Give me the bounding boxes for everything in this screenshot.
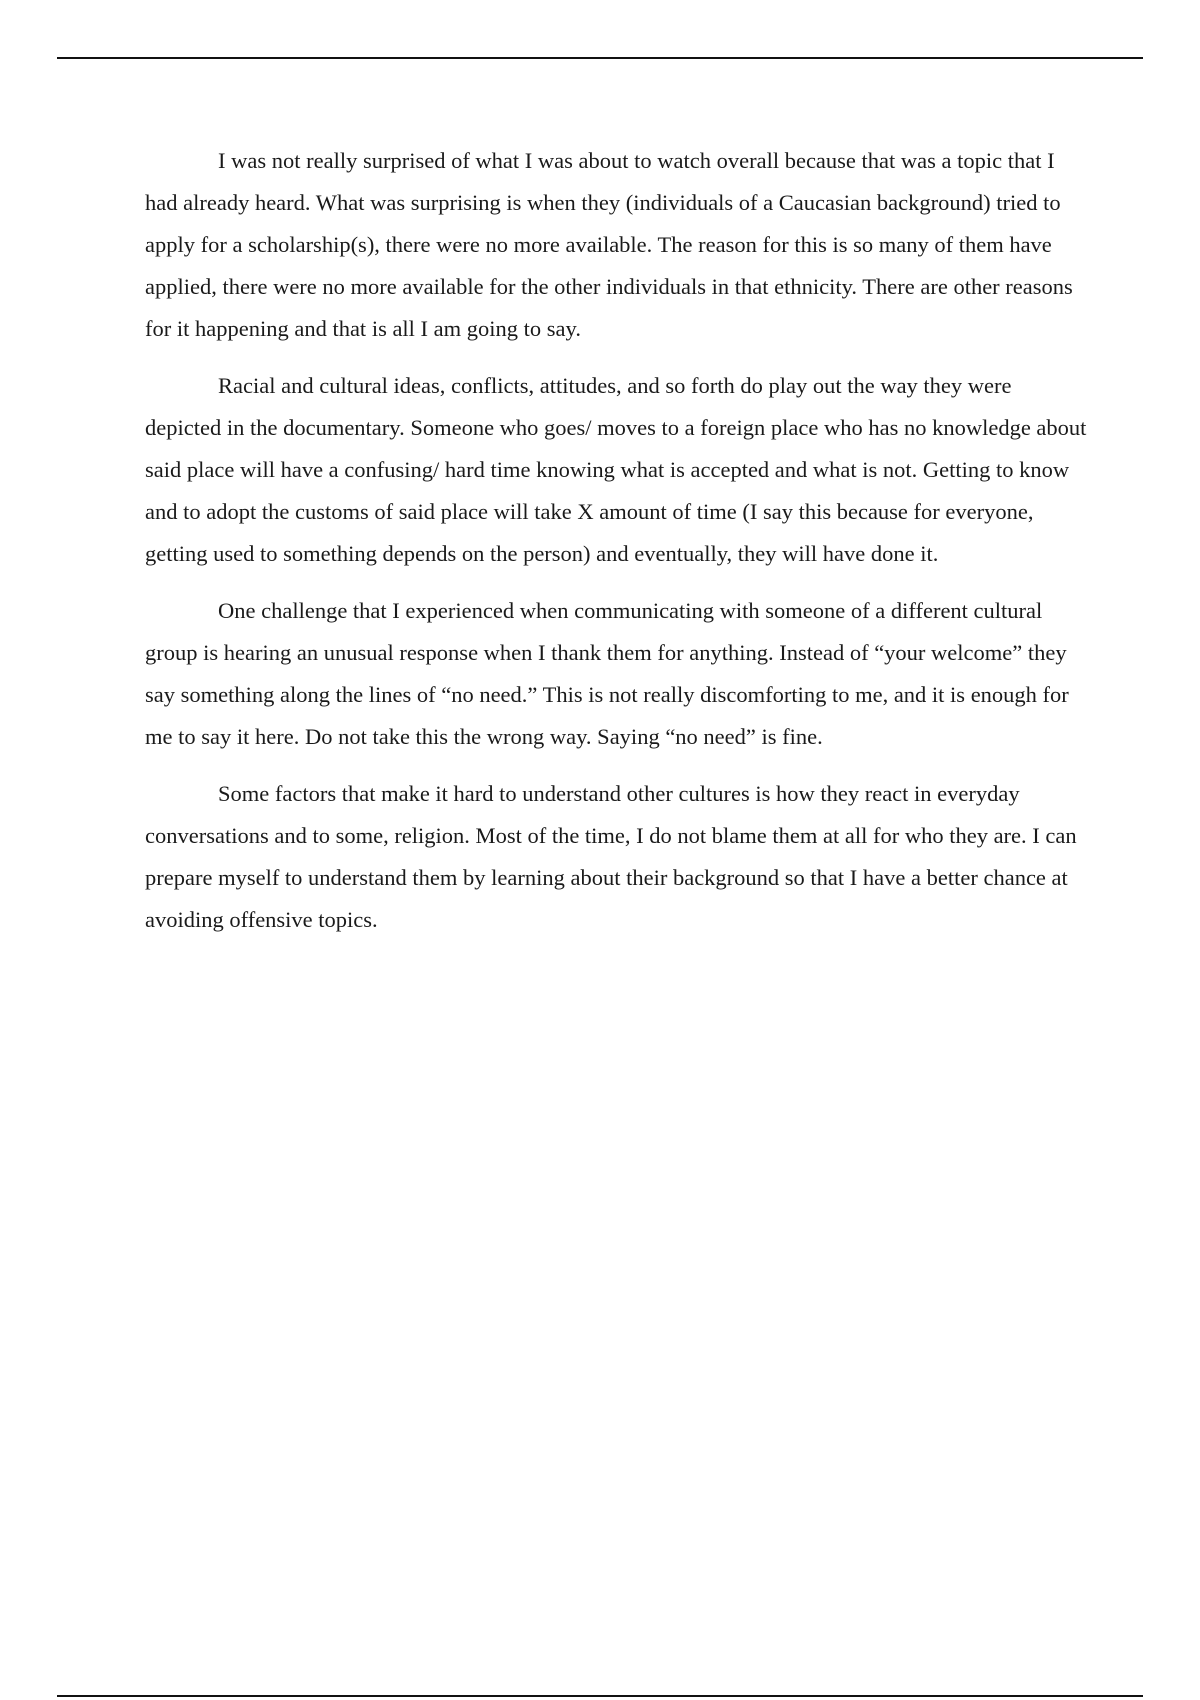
- top-rule: [57, 57, 1143, 59]
- bottom-rule: [57, 1695, 1143, 1697]
- paragraph-1: I was not really surprised of what I was about to watch overall because that was a topic that I had already heard. What was surprising is when they (individuals of a Caucasian background) tried to apply for a scholarship(s), there were no more available. The reason for this is so many of them have applied, there were no more available for the other individuals in that ethnicity. There are other reasons for it happening and that is all I am going to say.: [145, 148, 1073, 341]
- paragraph-4: Some factors that make it hard to understand other cultures is how they react in everyday conversations and to some, religion. Most of the time, I do not blame them at all for who they are. I can prepare myself to understand them by learning about their background so that I have a better chance at avoiding offensive topics.: [145, 781, 1077, 932]
- paragraph-3: One challenge that I experienced when communicating with someone of a different cultural group is hearing an unusual response when I thank them for anything. Instead of “your welcome” they say something along the lines of “no need.” This is not really discomforting to me, and it is enough for me to say it here. Do not take this the wrong way. Saying “no need” is fine.: [145, 598, 1069, 749]
- paragraph-2: Racial and cultural ideas, conflicts, attitudes, and so forth do play out the way they were depicted in the documentary. Someone who goes/ moves to a foreign place who has no knowledge about said place will have a confusing/ hard time knowing what is accepted and what is not. Getting to know and to adopt the customs of said place will take X amount of time (I say this because for everyone, getting used to something depends on the person) and eventually, they will have done it.: [145, 373, 1087, 566]
- document-body: [145, 140, 1090, 956]
